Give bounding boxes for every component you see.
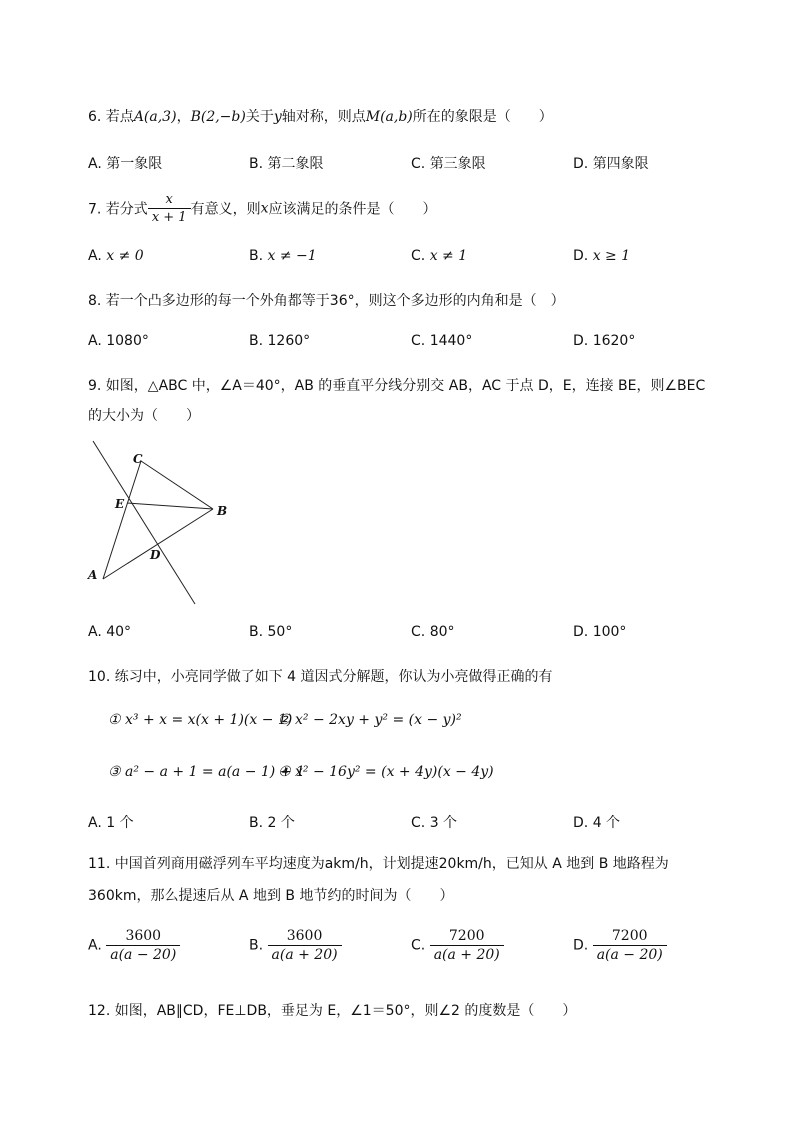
question-11-stem-line1: 11. 中国首列商用磁浮列车平均速度为akm/h，计划提速20km/h，已知从 A 地到 B 地路程为 bbox=[88, 856, 669, 872]
option-fraction bbox=[268, 928, 342, 963]
question-6-stem bbox=[88, 106, 553, 126]
option-letter: C. bbox=[411, 248, 426, 264]
fraction-denominator: a(a − 20) bbox=[593, 945, 667, 963]
option-fraction bbox=[430, 928, 504, 963]
q6-option-a[interactable] bbox=[88, 153, 162, 173]
q6-text: 6. 若点 bbox=[88, 109, 134, 125]
fraction-denominator: a(a + 20) bbox=[430, 945, 504, 963]
fraction-numerator: 7200 bbox=[611, 928, 648, 944]
option-letter: A. bbox=[88, 333, 102, 349]
option-letter: A. bbox=[88, 248, 102, 264]
option-letter: C. bbox=[411, 815, 426, 831]
q11-option-d[interactable] bbox=[573, 928, 667, 963]
option-letter: B. bbox=[249, 815, 264, 831]
side-ac bbox=[103, 461, 141, 579]
q7-text: 应该满足的条件是（ ） bbox=[268, 201, 437, 218]
q10-option-b[interactable] bbox=[249, 812, 295, 832]
option-text: x ≠ 0 bbox=[106, 248, 144, 264]
option-text: 第二象限 bbox=[267, 156, 324, 172]
q8-option-d[interactable] bbox=[573, 333, 635, 349]
q6-text: ， bbox=[176, 109, 191, 125]
label-d: D bbox=[150, 548, 161, 562]
option-text: 第四象限 bbox=[592, 156, 649, 172]
option-letter: D. bbox=[573, 937, 589, 954]
q6-axis: y bbox=[273, 109, 282, 125]
q10-item-2: ② x² − 2xy + y² = (x − y)² bbox=[278, 712, 462, 728]
question-10-stem: 10. 练习中，小亮同学做了如下 4 道因式分解题，你认为小亮做得正确的有 bbox=[88, 669, 553, 685]
q6-option-c[interactable] bbox=[411, 153, 486, 173]
side-cb bbox=[141, 461, 213, 509]
q6-text: 轴对称，则点 bbox=[281, 109, 366, 125]
option-text: 40° bbox=[106, 624, 132, 640]
option-letter: B. bbox=[249, 333, 264, 349]
option-letter: C. bbox=[411, 156, 426, 172]
fraction-numerator: 3600 bbox=[286, 928, 323, 944]
option-text: 100° bbox=[592, 624, 627, 640]
label-e: E bbox=[115, 497, 125, 511]
option-text: 50° bbox=[267, 624, 293, 640]
question-12-stem: 12. 如图，AB∥CD，FE⊥DB，垂足为 E，∠1＝50°，则∠2 的度数是（ ） bbox=[88, 1003, 577, 1019]
option-text: 1440° bbox=[429, 333, 473, 349]
q8-option-a[interactable] bbox=[88, 333, 149, 349]
option-letter: D. bbox=[573, 248, 589, 264]
option-letter: D. bbox=[573, 333, 589, 349]
segment-be bbox=[127, 503, 213, 509]
option-letter: D. bbox=[573, 624, 589, 640]
q7-option-d[interactable] bbox=[573, 248, 630, 264]
option-letter: A. bbox=[88, 156, 102, 172]
option-text: 3 个 bbox=[429, 815, 458, 831]
q10-item-1: ① x³ + x = x(x + 1)(x − 1) bbox=[108, 712, 293, 728]
question-9-stem-line2: 的大小为（ ） bbox=[88, 408, 200, 424]
q9-option-b[interactable] bbox=[249, 624, 292, 640]
label-b: B bbox=[217, 504, 228, 518]
option-letter: B. bbox=[249, 624, 264, 640]
q6-point-m: M(a,b) bbox=[365, 109, 413, 125]
option-text: x ≠ −1 bbox=[267, 248, 317, 264]
option-letter: D. bbox=[573, 815, 589, 831]
option-letter: B. bbox=[249, 937, 264, 954]
q7-option-b[interactable] bbox=[249, 248, 317, 264]
option-letter: A. bbox=[88, 815, 102, 831]
q6-text: 所在的象限是（ ） bbox=[412, 109, 553, 125]
option-fraction bbox=[593, 928, 667, 963]
option-text: 1080° bbox=[106, 333, 149, 349]
option-text: 1260° bbox=[267, 333, 311, 349]
q7-text: 7. 若分式 bbox=[88, 201, 148, 218]
q11-option-c[interactable] bbox=[411, 928, 504, 963]
q11-option-b[interactable] bbox=[249, 928, 342, 963]
option-text: 4 个 bbox=[592, 815, 621, 831]
option-letter: B. bbox=[249, 248, 264, 264]
q6-option-b[interactable] bbox=[249, 153, 324, 173]
q10-option-c[interactable] bbox=[411, 812, 457, 832]
q8-option-c[interactable] bbox=[411, 333, 472, 349]
perpendicular-bisector-line bbox=[93, 441, 195, 604]
option-text: x ≠ 1 bbox=[429, 248, 468, 264]
q6-option-d[interactable] bbox=[573, 153, 649, 173]
q8-option-b[interactable] bbox=[249, 333, 310, 349]
fraction-denominator: a(a − 20) bbox=[106, 945, 180, 963]
q9-option-d[interactable] bbox=[573, 624, 626, 640]
option-letter: D. bbox=[573, 156, 589, 172]
q9-option-c[interactable] bbox=[411, 624, 455, 640]
q9-option-a[interactable] bbox=[88, 624, 131, 640]
q7-option-c[interactable] bbox=[411, 248, 467, 264]
q11-option-a[interactable] bbox=[88, 928, 180, 963]
option-text: 1 个 bbox=[106, 815, 134, 831]
option-text: x ≥ 1 bbox=[592, 248, 631, 264]
label-c: C bbox=[133, 452, 143, 466]
option-text: 1620° bbox=[592, 333, 636, 349]
option-letter: A. bbox=[88, 624, 102, 640]
option-fraction bbox=[106, 928, 180, 963]
q10-item-4: ④ x² − 16y² = (x + 4y)(x − 4y) bbox=[278, 764, 494, 780]
question-7-stem bbox=[88, 192, 436, 225]
q7-option-a[interactable] bbox=[88, 248, 144, 264]
q10-option-d[interactable] bbox=[573, 812, 620, 832]
side-ab bbox=[103, 509, 213, 579]
fraction-numerator: 7200 bbox=[448, 928, 485, 944]
option-text: 80° bbox=[429, 624, 455, 640]
q9-triangle-figure bbox=[85, 435, 235, 610]
question-9-stem-line1: 9. 如图，△ABC 中，∠A＝40°，AB 的垂直平分线分别交 AB，AC 于点 D，E，连接 BE，则∠BEC bbox=[88, 378, 706, 394]
q7-text: 有意义，则 bbox=[190, 201, 261, 218]
fraction-denominator: a(a + 20) bbox=[268, 945, 342, 963]
question-8-stem: 8. 若一个凸多边形的每一个外角都等于36°，则这个多边形的内角和是（ ） bbox=[88, 293, 565, 309]
q6-point-a: A(a,3) bbox=[133, 109, 177, 125]
fraction-numerator: x bbox=[165, 192, 173, 207]
question-11-stem-line2: 360km，那么提速后从 A 地到 B 地节约的时间为（ ） bbox=[88, 888, 454, 904]
option-letter: C. bbox=[411, 333, 426, 349]
option-letter: B. bbox=[249, 156, 264, 172]
q7-variable: x bbox=[260, 200, 269, 217]
fraction-denominator: x + 1 bbox=[148, 208, 191, 225]
option-text: 第三象限 bbox=[429, 156, 486, 172]
option-letter: C. bbox=[411, 937, 426, 954]
q10-option-a[interactable] bbox=[88, 812, 134, 832]
q7-fraction bbox=[148, 192, 191, 225]
q6-point-b: B(2,−b) bbox=[190, 109, 246, 125]
q10-item-3: ③ a² − a + 1 = a(a − 1) + 1 bbox=[108, 764, 305, 780]
option-letter: A. bbox=[88, 937, 102, 954]
option-text: 第一象限 bbox=[106, 156, 163, 172]
option-letter: C. bbox=[411, 624, 426, 640]
option-text: 2 个 bbox=[267, 815, 295, 831]
q6-text: 关于 bbox=[245, 109, 274, 125]
fraction-numerator: 3600 bbox=[125, 928, 162, 944]
label-a: A bbox=[88, 568, 98, 582]
